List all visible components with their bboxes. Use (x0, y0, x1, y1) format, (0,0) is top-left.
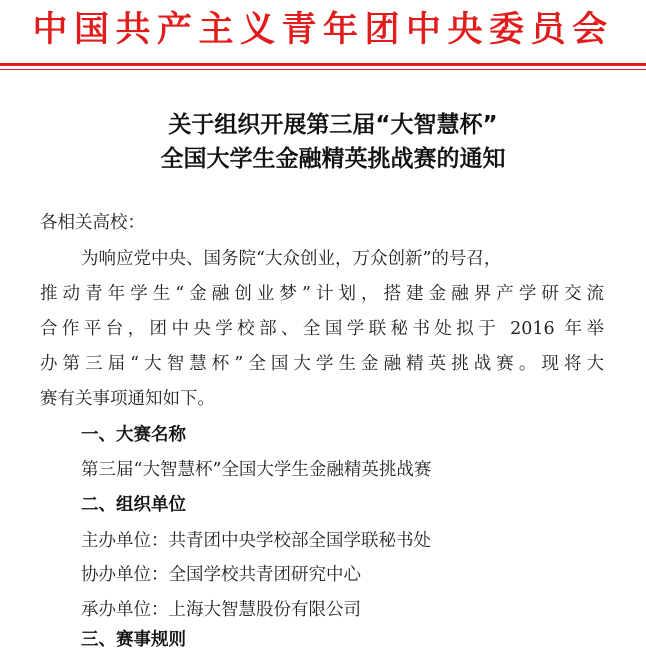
section-heading-organizers: 二、组织单位 (81, 495, 186, 515)
masthead-org-name: 中国共产主义青年团中央委员会 (32, 9, 614, 50)
section-heading-contest-name: 一、大赛名称 (81, 425, 186, 445)
section-line: 第三届“大智慧杯”全国大学生金融精英挑战赛 (81, 460, 432, 480)
section-line-undertaker: 承办单位：上海大智慧股份有限公司 (81, 600, 361, 620)
intro-line: 办第三届“大智慧杯”全国大学生金融精英挑战赛。现将大 (40, 354, 604, 374)
masthead-rule-thick (0, 63, 646, 66)
section-heading-rules: 三、赛事规则 (81, 630, 186, 650)
document-title-line-1: 关于组织开展第三届“大智慧杯” (168, 112, 498, 138)
intro-line: 赛有关事项通知如下。 (40, 389, 215, 409)
intro-line: 为响应党中央、国务院“大众创业，万众创新”的号召， (81, 249, 502, 269)
masthead-rule-thin (0, 69, 646, 70)
section-line-co-organizer: 协办单位：全国学校共青团研究中心 (81, 565, 361, 585)
intro-line: 推动青年学生“金融创业梦”计划，搭建金融界产学研交流 (40, 284, 604, 304)
salutation: 各相关高校： (40, 213, 145, 233)
intro-line: 合作平台，团中央学校部、全国学联秘书处拟于 2016 年举 (40, 319, 604, 339)
section-line-host: 主办单位：共青团中央学校部全国学联秘书处 (81, 531, 431, 551)
document-title-line-2: 全国大学生金融精英挑战赛的通知 (160, 146, 506, 172)
